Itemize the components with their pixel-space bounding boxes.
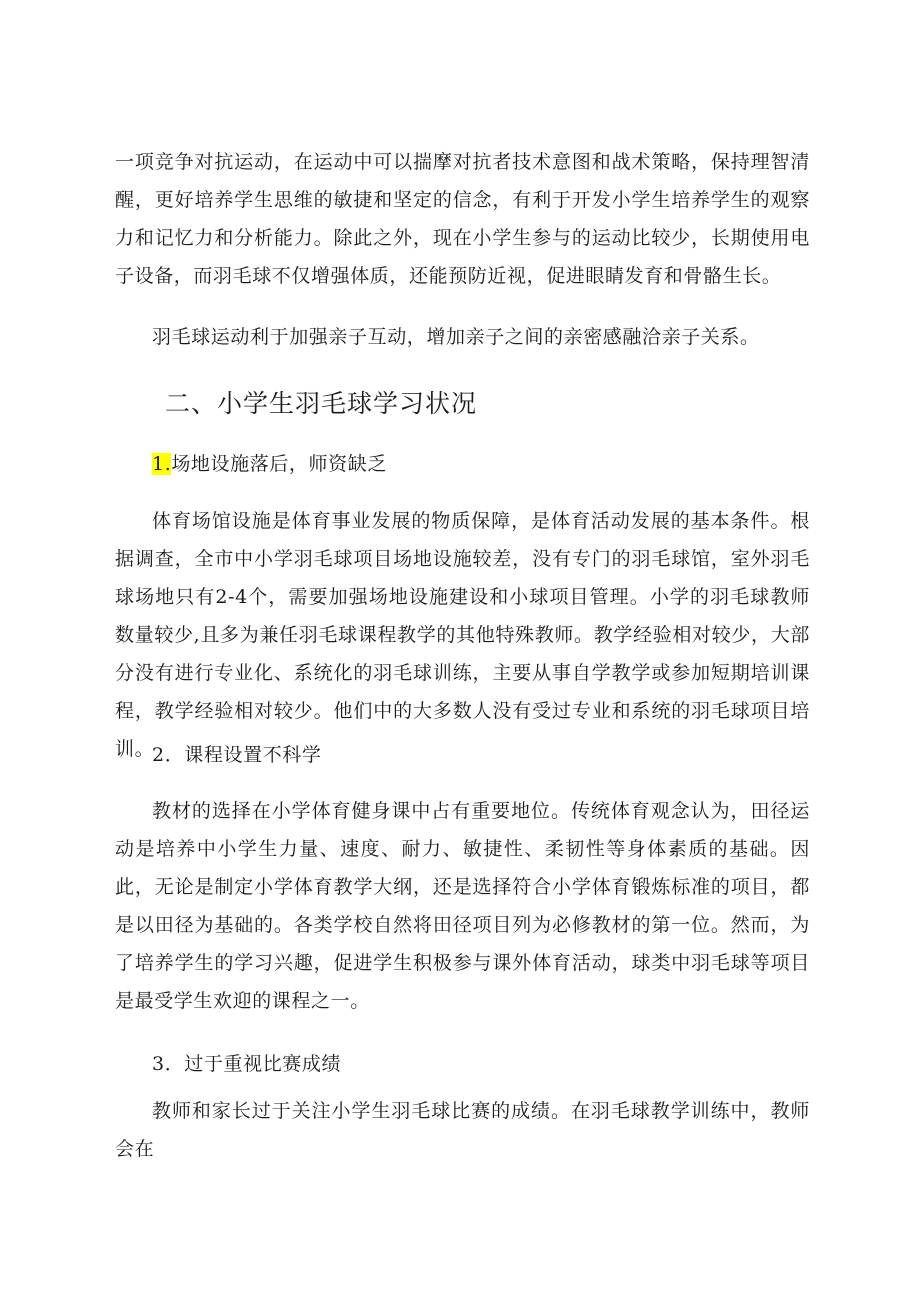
subheading-1 bbox=[152, 445, 387, 483]
paragraph-section-1: 体育场馆设施是体育事业发展的物质保障，是体育活动发展的基本条件。根据调查，全市中小学羽毛球项目场地设施较差，没有专门的羽毛球馆，室外羽毛球场地只有2-4个，需要加强场地设施建设和小球项目管理。小学的羽毛球教师数量较少,且多为兼任羽毛球课程教学的其他特殊教师。教学经验相对较少，大部分没有进行专业化、系统化的羽毛球训练，主要从事自学教学或参加短期培训课程，教学经验相对较少。他们中的大多数人没有受过专业和系统的羽毛球项目培训。 bbox=[115, 510, 810, 760]
subheading-3: 3．过于重视比赛成绩 bbox=[152, 1053, 342, 1075]
paragraph-intro: 一项竞争对抗运动，在运动中可以揣摩对抗者技术意图和战术策略，保持理智清醒，更好培养学生思维的敏捷和坚定的信念，有利于开发小学生培养学生的观察力和记忆力和分析能力。除此之外，现在小学生参与的运动比较少，长期使用电子设备，而羽毛球不仅增强体质，还能预防近视，促进眼睛发育和骨骼生长。 bbox=[115, 151, 810, 287]
highlighted-number: 1. bbox=[152, 453, 172, 475]
paragraph-section-3: 教师和家长过于关注小学生羽毛球比赛的成绩。在羽毛球教学训练中，教师会在 bbox=[115, 1100, 810, 1160]
subheading-2: 2．课程设置不科学 bbox=[152, 744, 322, 766]
paragraph-family: 羽毛球运动利于加强亲子互动，增加亲子之间的亲密感融洽亲子关系。 bbox=[152, 326, 760, 348]
section-heading: 二、小学生羽毛球学习状况 bbox=[165, 389, 478, 418]
paragraph-section-2: 教材的选择在小学体育健身课中占有重要地位。传统体育观念认为，田径运动是培养中小学生力量、速度、耐力、敏捷性、柔韧性等身体素质的基础。因此，无论是制定小学体育教学大纲，还是选择符合小学体育锻炼标准的项目，都是以田径为基础的。各类学校自然将田径项目列为必修教材的第一位。然而，为了培养学生的学习兴趣，促进学生积极参与课外体育活动，球类中羽毛球等项目是最受学生欢迎的课程之一。 bbox=[115, 800, 810, 1012]
subheading-1-title: 场地设施落后，师资缺乏 bbox=[171, 453, 387, 475]
